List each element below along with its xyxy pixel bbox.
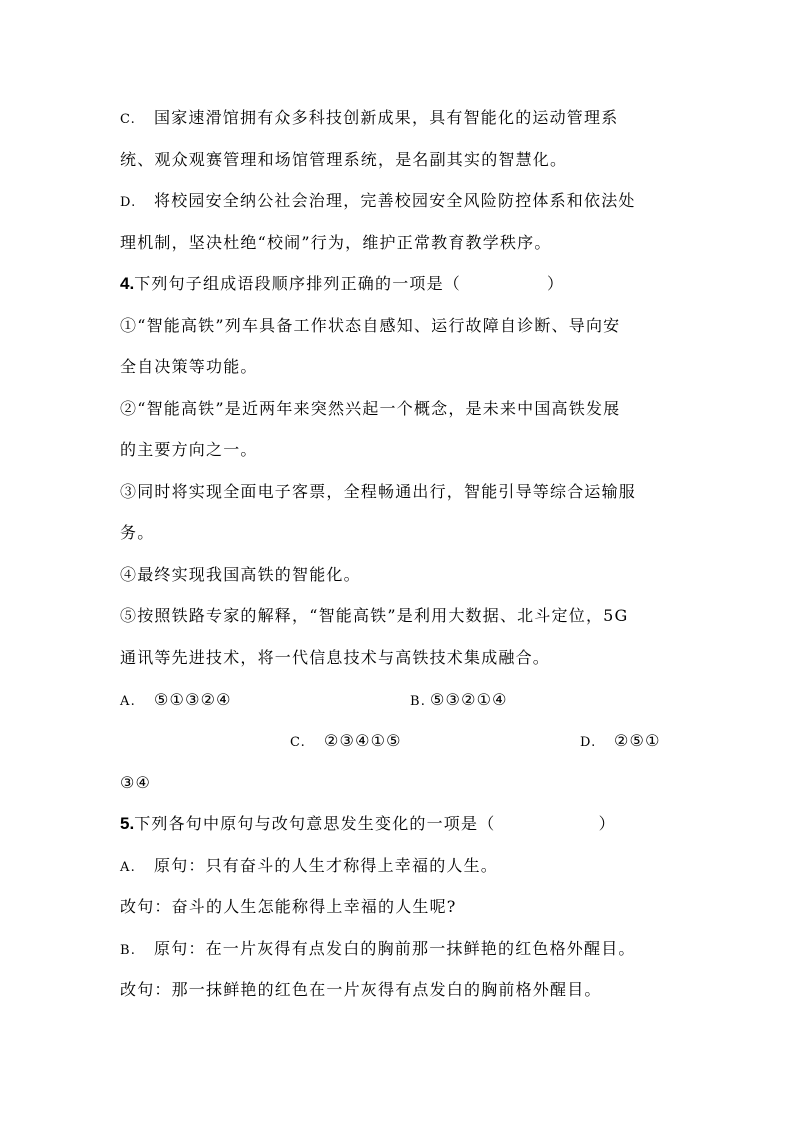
q4-sentence-3-line1: ③同时将实现全面电子客票，全程畅通出行，智能引导等综合运输服 — [120, 482, 637, 501]
q4-sentence-5-line2: 通讯等先进技术，将一代信息技术与高铁技术集成融合。 — [120, 648, 551, 667]
q4-sentence-5-line1: ⑤按照铁路专家的解释，“智能高铁”是利用大数据、北斗定位，5G — [120, 606, 629, 625]
q4-sentence-4: ④最终实现我国高铁的智能化。 — [120, 565, 361, 584]
q4-sentence-1-line1: ①“智能高铁”列车具备工作状态自感知、运行故障自诊断、导向安 — [120, 316, 621, 335]
q4-sentence-2-line2: 的主要方向之一。 — [120, 440, 258, 459]
q3-option-d-text-1: 将校园安全纳公社会治理，完善校园安全风险防控体系和依法处 — [154, 191, 636, 210]
q3-option-c-line1 — [120, 108, 618, 130]
q4-option-a — [120, 690, 232, 712]
q4-option-d-line2: ③④ — [120, 773, 152, 792]
q4-sentence-3-line2: 务。 — [120, 523, 155, 542]
q4-stem-text: 下列句子组成语段顺序排列正确的一项是（ ） — [134, 274, 565, 293]
q4-option-a-text: ⑤①③②④ — [154, 690, 232, 709]
q5-stem — [120, 814, 616, 834]
q4-option-b-label: B. — [410, 694, 427, 709]
q3-option-d-line2: 理机制，坚决杜绝“校闹”行为，维护正常教育教学秩序。 — [120, 233, 552, 252]
q4-sentence-1-line2: 全自决策等功能。 — [120, 357, 258, 376]
q4-option-b-text: ⑤③②①④ — [430, 690, 508, 709]
q4-sentence-2-line1: ②“智能高铁”是近两年来突然兴起一个概念，是未来中国高铁发展 — [120, 399, 621, 418]
q5-option-a-line1 — [120, 856, 498, 878]
q5-number: 5. — [120, 814, 135, 833]
q5-option-b-line2: 改句：那一抹鲜艳的红色在一片灰得有点发白的胸前格外醒目。 — [120, 980, 602, 999]
q4-number: 4. — [120, 274, 135, 293]
q4-option-a-label: A. — [120, 694, 136, 709]
q4-option-c — [290, 731, 402, 753]
q3-option-c-line2: 统、观众观赛管理和场馆管理系统，是名副其实的智慧化。 — [120, 150, 568, 169]
q4-option-c-label: C. — [290, 735, 307, 750]
q3-option-c-label: C. — [120, 112, 137, 127]
q4-option-d-text-1: ②⑤① — [614, 731, 661, 750]
q5-option-a-label: A. — [120, 860, 136, 875]
q5-option-b-label: B. — [120, 943, 137, 958]
q3-option-c-text-1: 国家速滑馆拥有众多科技创新成果，具有智能化的运动管理系 — [154, 108, 619, 127]
q5-stem-text: 下列各句中原句与改句意思发生变化的一项是（ ） — [134, 814, 616, 833]
q4-option-d-label: D. — [580, 735, 597, 750]
q5-option-b-line1 — [120, 939, 636, 961]
q5-option-a-line2: 改句：奋斗的人生怎能称得上幸福的人生呢? — [120, 897, 457, 916]
q4-option-c-text: ②③④①⑤ — [324, 731, 402, 750]
q4-option-b — [410, 690, 508, 712]
q3-option-d-line1 — [120, 191, 636, 213]
q4-stem — [120, 274, 564, 294]
q5-option-b-text-1: 原句：在一片灰得有点发白的胸前那一抹鲜艳的红色格外醒目。 — [154, 939, 636, 958]
q5-option-a-text-1: 原句：只有奋斗的人生才称得上幸福的人生。 — [154, 856, 499, 875]
q4-option-d — [580, 731, 661, 753]
q3-option-d-label: D. — [120, 195, 137, 210]
